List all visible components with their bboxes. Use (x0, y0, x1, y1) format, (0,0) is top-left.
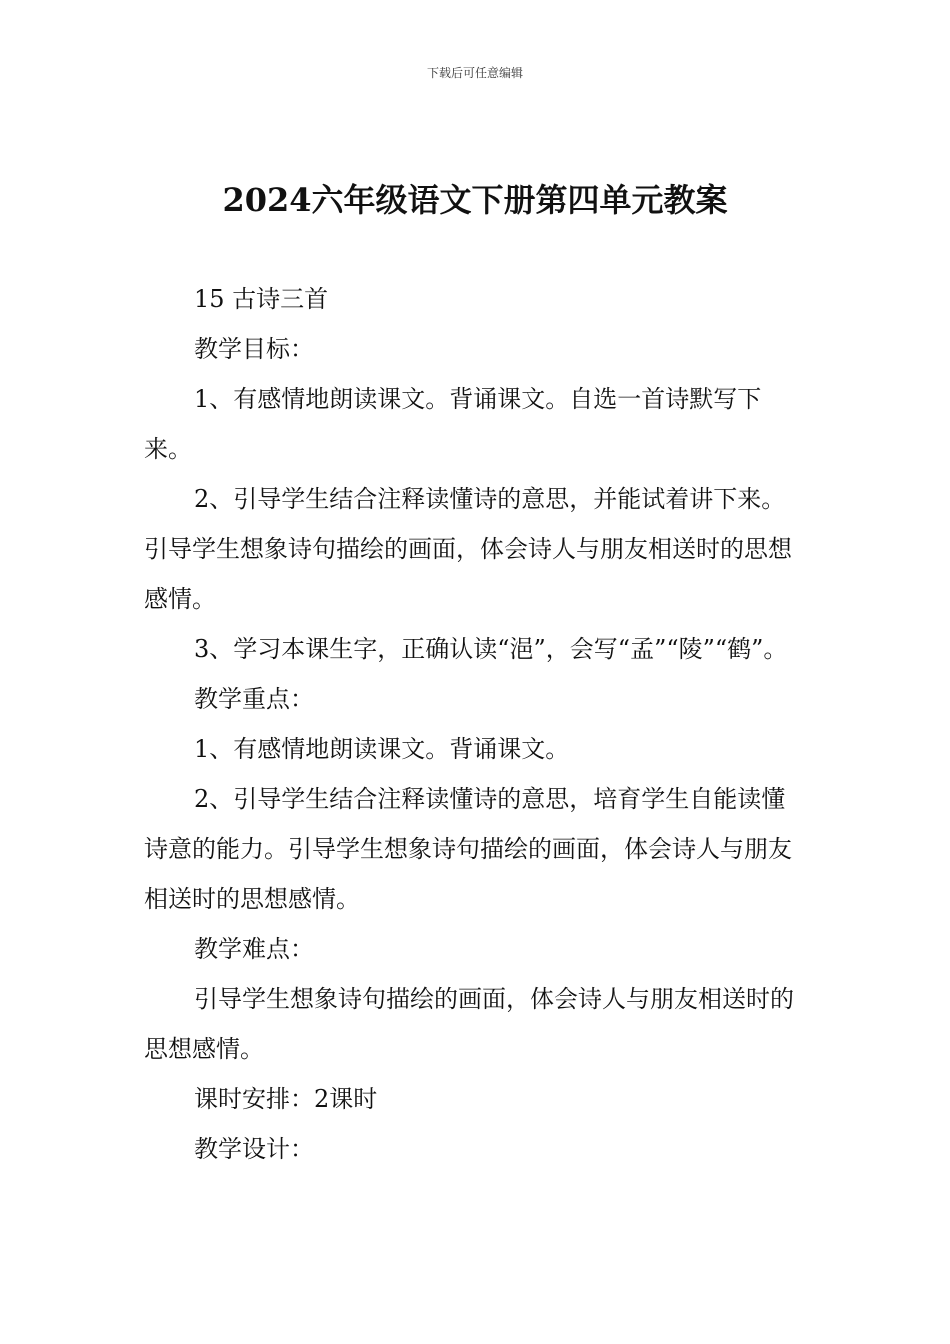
document-body (144, 274, 808, 1174)
section-heading-objectives: 教学目标： (194, 335, 314, 363)
objective-item-2: 2、引导学生结合注释读懂诗的意思，并能试着讲下来。引导学生想象诗句描绘的画面，体会诗人与朋友相送时的思想感情。 (144, 485, 792, 613)
key-point-item-1: 1、有感情地朗读课文。背诵课文。 (194, 735, 570, 763)
objective-item-1: 1、有感情地朗读课文。背诵课文。自选一首诗默写下来。 (144, 385, 762, 463)
page-header-note: 下载后可任意编辑 (426, 66, 523, 80)
class-hours: 课时安排：2课时 (194, 1085, 378, 1113)
difficulty-text: 引导学生想象诗句描绘的画面，体会诗人与朋友相送时的思想感情。 (144, 985, 794, 1063)
lesson-heading: 15 古诗三首 (194, 285, 329, 313)
section-heading-difficulties: 教学难点： (194, 935, 314, 963)
objective-item-3: 3、学习本课生字，正确认读“浥”，会写“孟”“陵”“鹤”。 (194, 635, 788, 663)
document-title: 2024六年级语文下册第四单元教案 (222, 181, 728, 219)
section-heading-key-points: 教学重点： (194, 685, 314, 713)
section-heading-design: 教学设计： (194, 1135, 314, 1163)
key-point-item-2: 2、引导学生结合注释读懂诗的意思，培育学生自能读懂诗意的能力。引导学生想象诗句描绘的画面，体会诗人与朋友相送时的思想感情。 (144, 785, 792, 913)
